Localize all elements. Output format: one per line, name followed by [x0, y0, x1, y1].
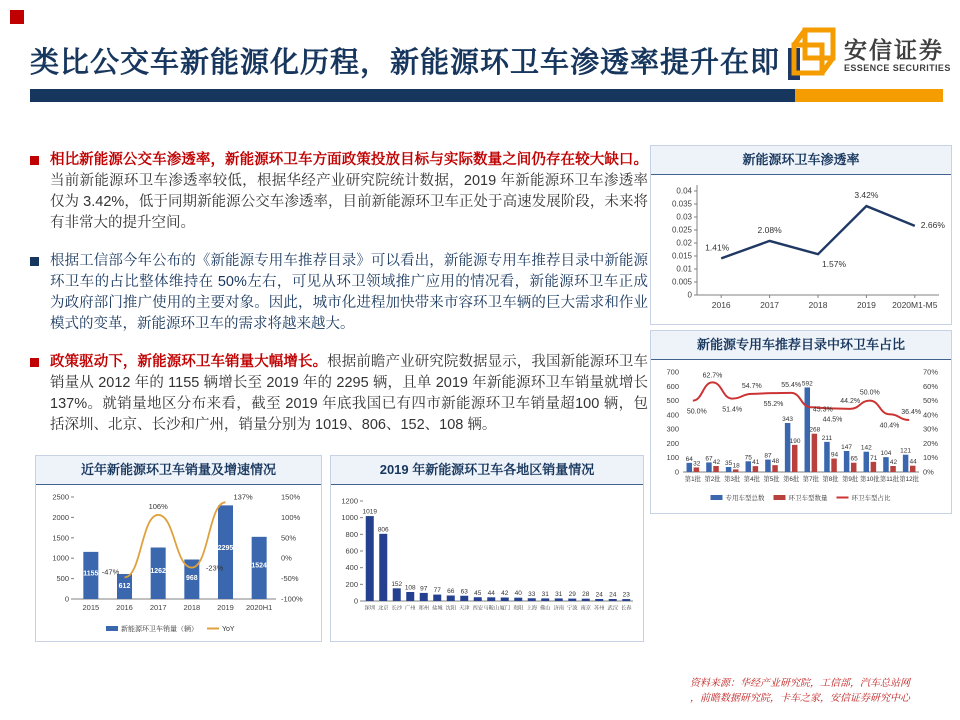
- svg-text:0.015: 0.015: [671, 251, 692, 261]
- logo-text: [844, 37, 951, 73]
- svg-text:100%: 100%: [281, 512, 301, 522]
- svg-text:42: 42: [712, 459, 721, 466]
- svg-text:40: 40: [514, 590, 522, 598]
- svg-text:42: 42: [889, 459, 898, 466]
- svg-text:106%: 106%: [148, 501, 168, 511]
- svg-text:第5批: 第5批: [763, 476, 780, 483]
- svg-text:97: 97: [420, 585, 428, 593]
- svg-text:马鞍山: 马鞍山: [483, 605, 500, 612]
- svg-text:24: 24: [609, 591, 617, 599]
- svg-text:87: 87: [764, 452, 772, 460]
- svg-text:1.57%: 1.57%: [821, 259, 847, 270]
- svg-text:2015: 2015: [82, 603, 100, 612]
- svg-text:343: 343: [782, 416, 794, 423]
- svg-text:1200: 1200: [341, 496, 358, 506]
- svg-text:612: 612: [118, 582, 131, 590]
- chart-title: 近年新能源环卫车销量及增速情况: [36, 456, 321, 485]
- svg-text:2018: 2018: [808, 300, 828, 310]
- svg-text:-23%: -23%: [205, 563, 224, 573]
- bullet-list: [30, 150, 648, 453]
- svg-text:592: 592: [801, 380, 813, 388]
- bullet-body: 根据前瞻产业研究院数据显示，我国新能源环卫车销量从 2012 年的 1155 辆增长至 2019 年的 2295 辆，且单 2019 年新能源环卫车销量就增长 137%。就销量地区分布来看，截至 2019 年底我国已有四市新能源环卫车销量超100 辆，包括深圳、北京、长沙和广州，销量分别为 1019、806、152、108 辆。: [50, 354, 649, 433]
- svg-text:0%: 0%: [281, 553, 292, 563]
- svg-text:沈阳: 沈阳: [445, 605, 457, 612]
- svg-text:1.41%: 1.41%: [705, 242, 730, 253]
- svg-text:贵阳: 贵阳: [512, 605, 524, 612]
- svg-text:142: 142: [860, 444, 872, 452]
- svg-text:1524: 1524: [251, 562, 267, 570]
- svg-text:45: 45: [474, 589, 482, 597]
- bullet-lead: 政策驱动下，新能源环卫车销量大幅增长。: [50, 354, 328, 370]
- svg-text:第8批: 第8批: [822, 476, 839, 483]
- svg-text:2018: 2018: [183, 603, 201, 612]
- header-rule: [30, 89, 795, 102]
- svg-text:上海: 上海: [526, 605, 538, 612]
- svg-text:50%: 50%: [923, 396, 939, 406]
- svg-text:2017: 2017: [760, 300, 780, 310]
- svg-text:104: 104: [880, 450, 892, 458]
- penetration-chart-box: [650, 145, 952, 325]
- svg-text:0.035: 0.035: [671, 199, 692, 209]
- svg-text:41: 41: [752, 459, 760, 467]
- svg-text:2.66%: 2.66%: [920, 219, 945, 230]
- svg-text:2020M1-M5: 2020M1-M5: [892, 300, 938, 310]
- svg-text:专用车型总数: 专用车型总数: [725, 495, 765, 502]
- svg-text:60%: 60%: [923, 381, 939, 391]
- svg-text:54.7%: 54.7%: [741, 382, 762, 390]
- svg-text:南京: 南京: [580, 605, 592, 612]
- svg-text:44.2%: 44.2%: [840, 397, 861, 405]
- svg-text:佛山: 佛山: [539, 605, 551, 612]
- svg-text:147: 147: [841, 444, 853, 451]
- svg-text:137%: 137%: [233, 492, 253, 502]
- sales-growth-combo-chart: [36, 485, 319, 640]
- svg-text:268: 268: [809, 426, 821, 434]
- svg-text:0.03: 0.03: [676, 212, 692, 222]
- catalog-share-combo-chart: [651, 360, 949, 512]
- svg-text:71: 71: [870, 454, 878, 462]
- svg-text:55.4%: 55.4%: [781, 381, 802, 389]
- svg-text:800: 800: [345, 529, 358, 539]
- svg-text:盐城: 盐城: [431, 605, 443, 612]
- svg-text:20%: 20%: [923, 438, 939, 448]
- svg-text:2017: 2017: [149, 603, 167, 612]
- svg-text:28: 28: [582, 591, 590, 599]
- svg-text:厦门: 厦门: [499, 605, 511, 612]
- catalog-share-chart-box: [650, 330, 952, 514]
- svg-text:66: 66: [447, 588, 455, 595]
- svg-text:31: 31: [541, 590, 549, 598]
- svg-text:第7批: 第7批: [802, 476, 819, 483]
- svg-text:广州: 广州: [404, 605, 416, 612]
- svg-text:55.2%: 55.2%: [763, 401, 784, 409]
- logo-name-cn: 安信证券: [844, 37, 944, 63]
- svg-text:200: 200: [345, 579, 358, 589]
- svg-text:深圳: 深圳: [364, 605, 376, 612]
- svg-text:500: 500: [56, 574, 69, 584]
- svg-text:50.0%: 50.0%: [686, 408, 707, 416]
- svg-text:700: 700: [666, 367, 679, 377]
- svg-text:40%: 40%: [923, 410, 939, 420]
- regional-sales-bar-chart: [331, 485, 641, 640]
- svg-text:50.0%: 50.0%: [859, 389, 880, 397]
- bullet-body: 当前新能源环卫车渗透率较低，根据华经产业研究院统计数据，2019 年新能源环卫车渗透率仅为 3.42%，低于同期新能源公交车渗透率，目前新能源环卫车正处于高速发展阶段，未来将有非常大的提升空间。: [50, 173, 648, 231]
- svg-text:-47%: -47%: [101, 567, 120, 577]
- svg-text:67: 67: [705, 455, 713, 463]
- svg-text:0.025: 0.025: [671, 225, 692, 235]
- svg-text:第12批: 第12批: [899, 476, 919, 483]
- svg-text:400: 400: [666, 410, 679, 420]
- svg-text:1000: 1000: [341, 513, 358, 523]
- header-rule-accent: [795, 89, 943, 102]
- svg-text:1262: 1262: [150, 568, 166, 576]
- chart-title: 2019 年新能源环卫车各地区销量情况: [331, 456, 643, 485]
- svg-text:第6批: 第6批: [783, 476, 800, 483]
- svg-text:第3批: 第3批: [724, 476, 741, 483]
- svg-text:63: 63: [460, 588, 468, 596]
- svg-text:第1批: 第1批: [684, 476, 701, 483]
- svg-text:150%: 150%: [281, 492, 301, 502]
- svg-text:YoY: YoY: [222, 626, 235, 633]
- svg-text:50%: 50%: [281, 533, 297, 543]
- svg-text:苏州: 苏州: [593, 605, 605, 612]
- svg-text:第9批: 第9批: [842, 476, 859, 483]
- svg-text:1019: 1019: [362, 508, 377, 516]
- penetration-line-chart: [651, 175, 949, 323]
- bullet-item: [30, 150, 648, 234]
- bullet-body: 根据工信部今年公布的《新能源专用车推荐目录》可以看出，新能源专用车推荐目录中新能源环卫车的占比整体维持在 50%左右，可见从环卫领域推广应用的情况看，新能源环卫车正成为政府部门推广使用的主要对象。因此，城市化进程加快带来市容环卫车辆的巨大需求和作业模式的变革，新能源环卫车的需求将越来越大。: [50, 253, 648, 332]
- svg-text:2019: 2019: [856, 300, 876, 310]
- bullet-item: [30, 352, 648, 436]
- svg-text:500: 500: [666, 396, 679, 406]
- bullet-marker: [30, 156, 39, 165]
- svg-text:31: 31: [555, 590, 563, 598]
- svg-text:北京: 北京: [377, 605, 389, 612]
- svg-text:环卫车型数量: 环卫车型数量: [788, 495, 828, 502]
- logo: [786, 24, 958, 86]
- svg-text:44.5%: 44.5%: [822, 416, 843, 424]
- svg-text:75: 75: [744, 454, 752, 462]
- svg-text:77: 77: [433, 587, 441, 595]
- bullet-marker: [30, 257, 39, 266]
- svg-text:42: 42: [501, 590, 509, 597]
- svg-text:100: 100: [666, 453, 679, 463]
- svg-text:211: 211: [821, 434, 833, 442]
- svg-text:天津: 天津: [458, 605, 470, 612]
- svg-text:0: 0: [674, 467, 679, 477]
- svg-text:64: 64: [685, 455, 693, 463]
- svg-text:2016: 2016: [116, 603, 133, 612]
- svg-text:968: 968: [185, 574, 198, 582]
- svg-text:10%: 10%: [923, 453, 939, 463]
- svg-text:152: 152: [391, 580, 403, 588]
- svg-text:29: 29: [568, 591, 576, 599]
- svg-text:2.08%: 2.08%: [757, 224, 782, 235]
- svg-text:长沙: 长沙: [391, 605, 403, 612]
- svg-text:2019: 2019: [217, 603, 234, 612]
- chart-title: 新能源专用车推荐目录中环卫车占比: [651, 331, 951, 360]
- svg-text:2000: 2000: [52, 512, 69, 522]
- svg-text:0.02: 0.02: [676, 238, 692, 248]
- svg-text:200: 200: [666, 438, 679, 448]
- svg-text:65: 65: [850, 455, 858, 463]
- svg-text:600: 600: [345, 546, 358, 556]
- sales-growth-chart-box: [35, 455, 322, 642]
- svg-text:1000: 1000: [52, 553, 69, 563]
- source-note: [650, 676, 950, 706]
- svg-text:2295: 2295: [217, 545, 234, 553]
- svg-text:新能源环卫车销量（辆）: 新能源环卫车销量（辆）: [121, 626, 198, 633]
- svg-text:2500: 2500: [52, 492, 69, 502]
- svg-text:0: 0: [64, 594, 69, 604]
- svg-text:郑州: 郑州: [418, 605, 430, 612]
- svg-text:济南: 济南: [553, 605, 565, 612]
- svg-text:1155: 1155: [83, 570, 99, 578]
- svg-text:35: 35: [724, 460, 733, 467]
- svg-text:600: 600: [666, 381, 679, 391]
- chart-title: 新能源环卫车渗透率: [651, 146, 951, 175]
- svg-text:0.005: 0.005: [671, 277, 692, 287]
- corner-accent-square: [10, 10, 24, 24]
- svg-text:2020H1: 2020H1: [246, 603, 273, 612]
- svg-text:武汉: 武汉: [607, 605, 619, 612]
- svg-text:94: 94: [830, 451, 839, 459]
- svg-text:44: 44: [909, 458, 917, 466]
- svg-text:0.04: 0.04: [676, 186, 692, 196]
- svg-text:18: 18: [732, 462, 740, 470]
- svg-text:3.42%: 3.42%: [854, 190, 879, 201]
- bullet-item: [30, 251, 648, 335]
- svg-text:62.7%: 62.7%: [702, 372, 723, 380]
- svg-text:32: 32: [693, 460, 701, 468]
- source-line: 资料来源：华经产业研究院，工信部，汽车总站网: [690, 678, 910, 689]
- svg-text:400: 400: [345, 563, 358, 573]
- svg-text:108: 108: [404, 584, 416, 592]
- svg-text:0: 0: [353, 596, 358, 606]
- svg-text:0: 0: [687, 290, 692, 300]
- svg-text:121: 121: [900, 447, 912, 455]
- svg-text:45.3%: 45.3%: [812, 406, 833, 414]
- regional-sales-chart-box: [330, 455, 644, 642]
- svg-text:70%: 70%: [923, 367, 939, 377]
- svg-text:300: 300: [666, 424, 679, 434]
- svg-text:51.4%: 51.4%: [722, 406, 743, 414]
- svg-text:44: 44: [487, 589, 495, 597]
- svg-text:第4批: 第4批: [743, 476, 760, 483]
- svg-text:30%: 30%: [923, 424, 939, 434]
- svg-text:环卫车型占比: 环卫车型占比: [851, 495, 891, 502]
- bullet-marker: [30, 358, 39, 367]
- svg-text:48: 48: [771, 458, 780, 466]
- svg-text:33: 33: [528, 590, 536, 598]
- svg-text:23: 23: [622, 591, 630, 599]
- page-title: 类比公交车新能源化历程，新能源环卫车渗透率提升在即: [30, 47, 781, 79]
- svg-text:806: 806: [377, 526, 389, 534]
- svg-text:0.01: 0.01: [676, 264, 692, 274]
- svg-text:-100%: -100%: [281, 594, 303, 604]
- svg-text:2016: 2016: [711, 300, 731, 310]
- svg-text:1500: 1500: [52, 533, 69, 543]
- svg-text:-50%: -50%: [281, 574, 299, 584]
- svg-text:190: 190: [789, 437, 801, 445]
- svg-text:宁波: 宁波: [566, 605, 578, 612]
- svg-text:第11批: 第11批: [879, 476, 900, 483]
- svg-text:第10批: 第10批: [860, 476, 880, 483]
- logo-cube-icon: [786, 26, 838, 84]
- svg-text:西安: 西安: [472, 605, 484, 612]
- svg-text:24: 24: [595, 591, 603, 599]
- logo-name-en: ESSENCE SECURITIES: [844, 63, 951, 73]
- svg-text:第2批: 第2批: [704, 476, 721, 483]
- svg-text:0%: 0%: [923, 467, 934, 477]
- svg-text:40.4%: 40.4%: [879, 422, 900, 430]
- svg-text:长春: 长春: [620, 605, 632, 612]
- source-line: ，前瞻数据研究院，卡车之家，安信证券研究中心: [690, 693, 910, 704]
- bullet-lead: 相比新能源公交车渗透率，新能源环卫车方面政策投放目标与实际数量之间仍存在较大缺口。: [50, 152, 648, 168]
- svg-text:36.4%: 36.4%: [901, 409, 922, 416]
